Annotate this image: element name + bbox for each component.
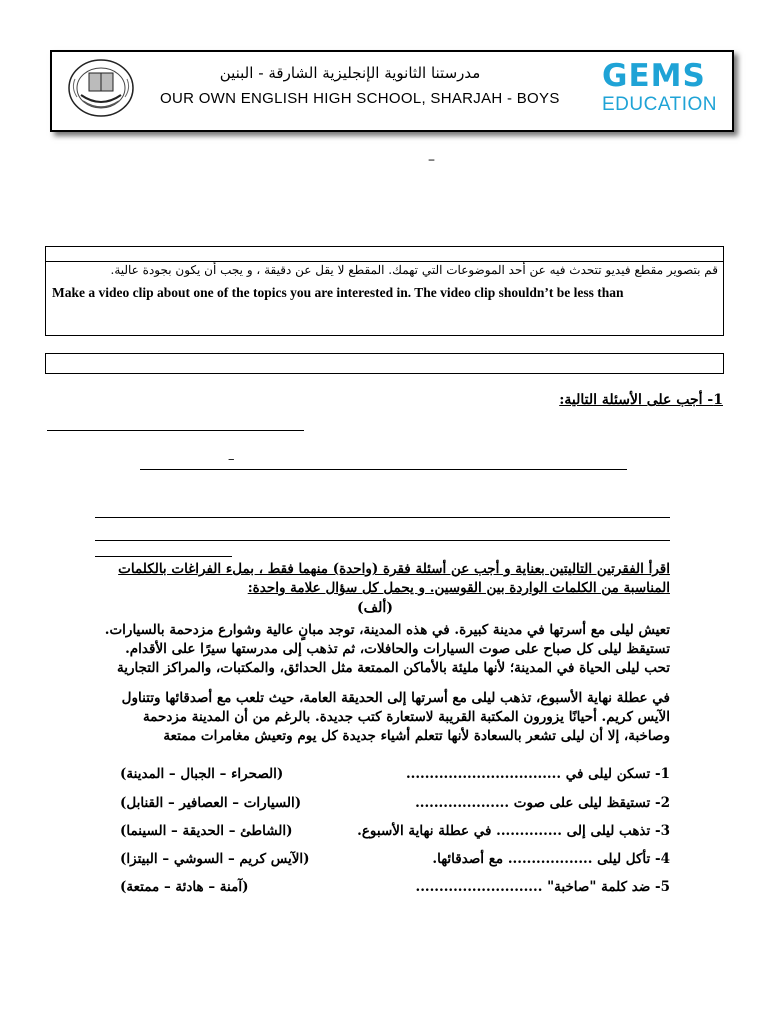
school-crest-icon xyxy=(67,57,135,119)
question-text: 3- تذهب ليلى إلى .............. في عطلة نهاية الأسبوع. xyxy=(357,823,670,839)
question-text: 1- تسكن ليلى في ................................. xyxy=(405,766,670,782)
mid-dash: – xyxy=(228,452,235,467)
answer-line xyxy=(95,556,232,557)
school-header xyxy=(50,50,734,132)
school-name-english: OUR OWN ENGLISH HIGH SCHOOL, SHARJAH - BOYS xyxy=(160,90,560,107)
answer-line xyxy=(47,430,304,431)
question-item xyxy=(120,879,670,901)
top-dash: – xyxy=(428,152,435,168)
answer-line xyxy=(95,540,670,541)
paragraph-1: تعيش ليلى مع أسرتها في مدينة كبيرة. في هذه المدينة، توجد مبانٍ عالية وشوارع مزدحمة بالسيارات. تستيقظ ليلى كل صباح على صوت السيارات والحافلات، ثم تذهب إلى مدرستها سيرًا على الأقدام. تحب ليلى الحياة في المدينة؛ لأنها مليئة بالأماكن الممتعة مثل الحدائق، والمكتبات، والمراكز التجارية xyxy=(104,622,670,676)
answer-line xyxy=(140,469,627,470)
question-text: 4- تأكل ليلى .................. مع أصدقائها. xyxy=(432,851,670,867)
education-logo-text: EDUCATION xyxy=(602,94,717,115)
paragraph-2: في عطلة نهاية الأسبوع، تذهب ليلى مع أسرتها إلى الحديقة العامة، حيث تلعب مع أصدقائها وتتناول الآيس كريم. أحيانًا يزورون المكتبة القريبة لاستعارة كتب جديدة. بالرغم من أن المدينة مزدحمة وصاخبة، إلا أن ليلى تشعر بالسعادة لأنها تتعلم أشياء جديدة كل يوم وتعيش مغامرات ممتعة xyxy=(121,690,670,744)
gems-logo-text: GEMS xyxy=(602,58,706,94)
section-label: (ألف) xyxy=(357,600,393,616)
question-text: 2- تستيقظ ليلى على صوت .................... xyxy=(415,795,670,811)
question-item xyxy=(120,795,670,817)
empty-box xyxy=(45,353,724,374)
question-item xyxy=(120,766,670,788)
question-1-title: 1- أجب على الأسئلة التالية: xyxy=(559,392,723,408)
question-item xyxy=(120,823,670,845)
question-options: (الصحراء – الجبال – المدينة) xyxy=(120,766,284,782)
task-text-arabic: قم بتصوير مقطع فيديو تتحدث فيه عن أحد الموضوعات التي تهمك. المقطع لا يقل عن دقيقة ، و يجب أن يكون بجودة عالية. xyxy=(110,263,718,277)
answer-line xyxy=(95,517,670,518)
task-box-divider xyxy=(46,261,723,262)
question-options: (الآيس كريم – السوشي – البيتزا) xyxy=(120,851,310,867)
task-box xyxy=(45,246,724,336)
question-options: (آمنة – هادئة – ممتعة) xyxy=(120,879,249,895)
school-name-arabic: مدرستنا الثانوية الإنجليزية الشارقة - البنين xyxy=(219,64,481,82)
task-text-english: Make a video clip about one of the topics you are interested in. The video clip shouldn’t be less than xyxy=(52,285,624,300)
question-text: 5- ضد كلمة "صاخبة" ........................... xyxy=(415,879,670,895)
question-options: (السيارات – العصافير – القنابل) xyxy=(120,795,302,811)
reading-instructions: اقرأ الفقرتين التاليتين بعناية و أجب عن أسئلة فقرة (واحدة) منهما فقط ، بملء الفراغات بالكلمات المناسبة من الكلمات الواردة بين القوسين. و يحمل كل سؤال علامة واحدة: xyxy=(118,561,670,596)
question-item xyxy=(120,851,670,873)
question-options: (الشاطئ – الحديقة – السينما) xyxy=(120,823,293,839)
